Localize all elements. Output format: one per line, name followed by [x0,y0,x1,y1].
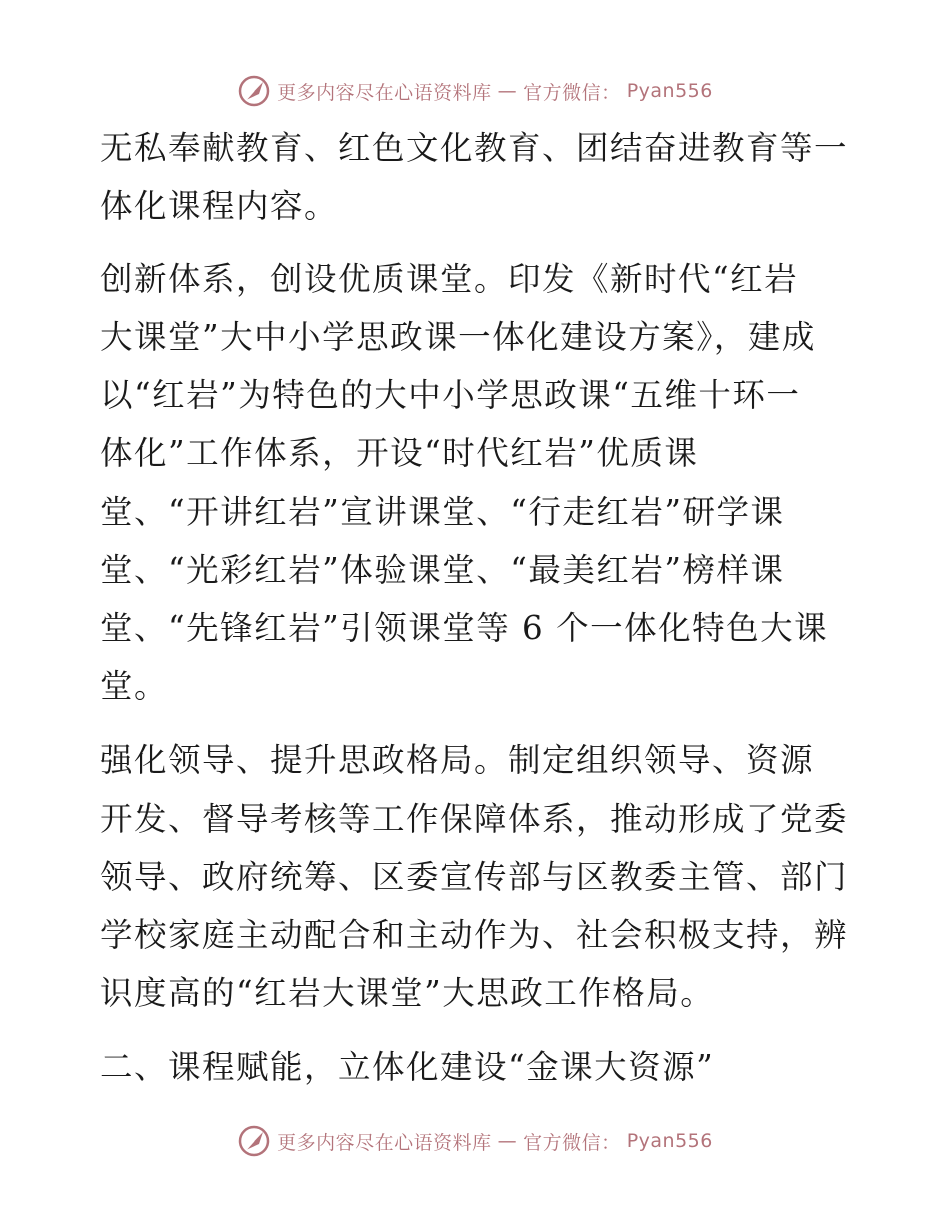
text-line: 体化课程内容。 [100,187,339,225]
text-line: 领导、政府统筹、区委宣传部与区教委主管、部门 [100,858,849,896]
section-heading: 二、课程赋能，立体化建设“金课大资源” [100,1048,715,1086]
watermark-official: 官方微信： [523,81,621,104]
watermark-account: Pyan556 [626,1130,713,1152]
quill-logo-icon [237,74,271,108]
watermark-account: Pyan556 [626,80,713,102]
watermark-header [0,74,950,108]
text-line: 创新体系，创设优质课堂。印发《新时代“红岩 [100,260,799,298]
watermark-site: 更多内容尽在心语资料库 [277,1131,492,1154]
text-line: 堂。 [100,667,169,705]
text-line: 大课堂”大中小学思政课一体化建设方案》，建成 [100,318,816,356]
watermark-site: 更多内容尽在心语资料库 [277,81,492,104]
watermark-dash: — [497,80,518,102]
text-line: 学校家庭主动配合和主动作为、社会积极支持，辨 [100,916,849,954]
text-line: 堂、“光彩红岩”体验课堂、“最美红岩”榜样课 [100,551,785,589]
text-line: 开发、督导考核等工作保障体系，推动形成了党委 [100,800,849,838]
watermark-footer [0,1124,950,1158]
watermark-official: 官方微信： [523,1131,621,1154]
text-line: 体化”工作体系，开设“时代红岩”优质课 [100,434,699,472]
text-line: 以“红岩”为特色的大中小学思政课“五维十环一 [100,376,801,414]
quill-logo-icon [237,1124,271,1158]
text-line: 堂、“先锋红岩”引领课堂等 6 个一体化特色大课 [100,609,829,647]
text-line: 堂、“开讲红岩”宣讲课堂、“行走红岩”研学课 [100,493,785,531]
text-line: 识度高的“红岩大课堂”大思政工作格局。 [100,974,715,1012]
watermark-dash: — [497,1130,518,1152]
text-line: 无私奉献教育、红色文化教育、团结奋进教育等一 [100,129,849,167]
text-line: 强化领导、提升思政格局。制定组织领导、资源 [100,741,815,779]
